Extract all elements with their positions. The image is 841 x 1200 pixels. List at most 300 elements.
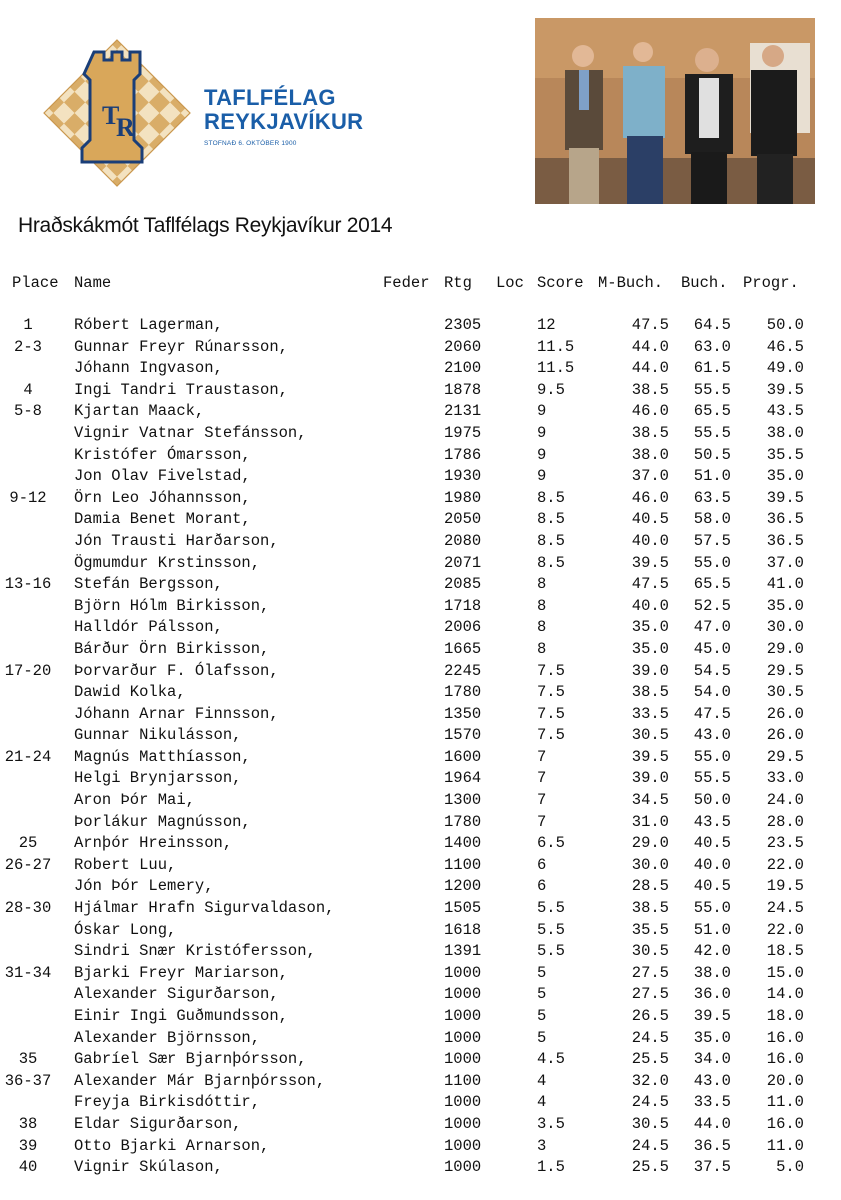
cell-rtg: 2131: [444, 402, 482, 421]
cell-buch: 55.5: [693, 380, 731, 399]
cell-score: 7.5: [537, 661, 565, 680]
cell-progr: 16.0: [766, 1028, 804, 1047]
cell-name: Björn Hólm Birkisson,: [74, 596, 270, 615]
cell-mbuch: 30.5: [631, 1114, 669, 1133]
cell-name: Aron Þór Mai,: [74, 791, 195, 810]
cell-progr: 24.5: [766, 899, 804, 918]
cell-score: 5.5: [537, 899, 565, 918]
cell-score: 4: [537, 1093, 547, 1112]
cell-buch: 47.0: [693, 618, 731, 637]
table-row: [0, 813, 841, 835]
club-name: [204, 86, 363, 147]
cell-score: 6.5: [537, 834, 565, 853]
cell-buch: 38.0: [693, 963, 731, 982]
table-row: [0, 748, 841, 770]
cell-rtg: 1100: [444, 1071, 482, 1090]
cell-score: 7: [537, 769, 547, 788]
col-place: Place: [12, 274, 59, 292]
cell-score: 5: [537, 1028, 547, 1047]
cell-score: 12: [537, 316, 556, 334]
cell-mbuch: 25.5: [631, 1050, 669, 1069]
cell-buch: 51.0: [693, 467, 731, 486]
cell-progr: 11.0: [766, 1136, 804, 1155]
table-row: [0, 489, 841, 511]
table-row: [0, 921, 841, 943]
cell-score: 8.5: [537, 488, 565, 507]
cell-rtg: 2006: [444, 618, 482, 637]
table-row: [0, 1137, 841, 1159]
cell-score: 7.5: [537, 704, 565, 723]
cell-rtg: 1780: [444, 812, 482, 831]
cell-progr: 29.5: [766, 661, 804, 680]
cell-rtg: 2071: [444, 553, 482, 572]
cell-buch: 42.0: [693, 942, 731, 961]
cell-buch: 43.0: [693, 726, 731, 745]
cell-progr: 22.0: [766, 855, 804, 874]
cell-progr: 43.5: [766, 402, 804, 421]
cell-progr: 29.0: [766, 639, 804, 658]
cell-score: 9: [537, 423, 547, 442]
cell-mbuch: 35.0: [631, 618, 669, 637]
cell-score: 5: [537, 1007, 547, 1025]
cell-score: 7.5: [537, 726, 565, 745]
cell-buch: 39.5: [693, 1007, 731, 1025]
cell-score: 11.5: [537, 359, 575, 378]
cell-buch: 40.0: [693, 855, 731, 874]
cell-name: Freyja Birkisdóttir,: [74, 1093, 261, 1112]
table-row: [0, 1115, 841, 1137]
cell-mbuch: 46.0: [631, 488, 669, 507]
table-row: [0, 597, 841, 619]
cell-buch: 58.0: [693, 510, 731, 529]
cell-score: 7.5: [537, 683, 565, 702]
cell-name: Robert Luu,: [74, 855, 177, 874]
table-row: [0, 575, 841, 597]
table-row: [0, 942, 841, 964]
cell-rtg: 1000: [444, 1050, 482, 1069]
table-row: [0, 683, 841, 705]
cell-place: 40: [18, 1158, 38, 1177]
table-row: [0, 1007, 841, 1029]
cell-name: Vignir Vatnar Stefánsson,: [74, 423, 307, 442]
cell-score: 8: [537, 575, 547, 594]
cell-mbuch: 38.0: [631, 445, 669, 464]
table-row: [0, 769, 841, 791]
col-loc: Loc: [496, 274, 524, 292]
table-row: [0, 856, 841, 878]
cell-mbuch: 40.0: [631, 531, 669, 550]
cell-place: 36-37: [4, 1071, 52, 1090]
cell-rtg: 1665: [444, 639, 482, 658]
cell-place: 4: [23, 380, 33, 399]
cell-buch: 65.5: [693, 575, 731, 594]
cell-buch: 43.0: [693, 1071, 731, 1090]
cell-score: 9: [537, 445, 547, 464]
cell-buch: 47.5: [693, 704, 731, 723]
table-row: [0, 1093, 841, 1115]
cell-buch: 55.0: [693, 553, 731, 572]
cell-place: 39: [18, 1136, 38, 1155]
cell-place: 25: [18, 834, 38, 853]
cell-place: 13-16: [4, 575, 52, 594]
table-row: [0, 705, 841, 727]
cell-name: Otto Bjarki Arnarson,: [74, 1136, 270, 1155]
table-row: [0, 899, 841, 921]
cell-name: Einir Ingi Guðmundsson,: [74, 1007, 288, 1025]
cell-progr: 33.0: [766, 769, 804, 788]
cell-buch: 55.0: [693, 899, 731, 918]
cell-buch: 37.5: [693, 1158, 731, 1177]
page-header: [0, 0, 841, 210]
cell-name: Jón Þór Lemery,: [74, 877, 214, 896]
cell-score: 5.5: [537, 942, 565, 961]
table-row: [0, 834, 841, 856]
cell-mbuch: 30.5: [631, 726, 669, 745]
cell-score: 8.5: [537, 510, 565, 529]
cell-score: 9: [537, 402, 547, 421]
table-header: [0, 274, 841, 296]
club-name-line2: REYKJAVÍKUR: [204, 109, 364, 134]
table-row: [0, 554, 841, 576]
cell-name: Örn Leo Jóhannsson,: [74, 488, 251, 507]
cell-name: Dawid Kolka,: [74, 683, 186, 702]
cell-mbuch: 24.5: [631, 1093, 669, 1112]
cell-progr: 35.0: [766, 596, 804, 615]
cell-mbuch: 28.5: [631, 877, 669, 896]
cell-rtg: 1980: [444, 488, 482, 507]
cell-rtg: 1000: [444, 1093, 482, 1112]
cell-rtg: 2085: [444, 575, 482, 594]
cell-name: Stefán Bergsson,: [74, 575, 223, 594]
cell-name: Gabríel Sær Bjarnþórsson,: [74, 1050, 307, 1069]
col-feder: Feder: [383, 274, 430, 292]
cell-mbuch: 27.5: [631, 963, 669, 982]
table-row: [0, 338, 841, 360]
table-row: [0, 1050, 841, 1072]
cell-rtg: 2080: [444, 531, 482, 550]
cell-rtg: 2060: [444, 337, 482, 356]
cell-place: 21-24: [4, 747, 52, 766]
cell-name: Helgi Brynjarsson,: [74, 769, 242, 788]
cell-progr: 15.0: [766, 963, 804, 982]
table-row: [0, 1158, 841, 1180]
cell-place: 9-12: [9, 488, 47, 507]
cell-mbuch: 30.5: [631, 942, 669, 961]
cell-name: Alexander Sigurðarson,: [74, 985, 279, 1004]
cell-progr: 26.0: [766, 704, 804, 723]
page-title: Hraðskákmót Taflfélags Reykjavíkur 2014: [18, 214, 393, 237]
cell-name: Gunnar Freyr Rúnarsson,: [74, 337, 288, 356]
cell-progr: 16.0: [766, 1114, 804, 1133]
logo-letter-t: T: [102, 101, 120, 130]
cell-mbuch: 39.5: [631, 747, 669, 766]
cell-mbuch: 24.5: [631, 1028, 669, 1047]
cell-name: Alexander Már Bjarnþórsson,: [74, 1071, 326, 1090]
cell-score: 8.5: [537, 553, 565, 572]
cell-name: Sindri Snær Kristófersson,: [74, 942, 316, 961]
cell-name: Kjartan Maack,: [74, 402, 205, 421]
cell-rtg: 1975: [444, 423, 482, 442]
cell-place: 35: [18, 1050, 38, 1069]
cell-buch: 57.5: [693, 531, 731, 550]
cell-score: 7: [537, 812, 547, 831]
cell-buch: 40.5: [693, 834, 731, 853]
cell-rtg: 2050: [444, 510, 482, 529]
cell-rtg: 1570: [444, 726, 482, 745]
cell-name: Þorvarður F. Ólafsson,: [74, 661, 279, 680]
cell-place: 38: [18, 1114, 38, 1133]
table-row: [0, 640, 841, 662]
cell-rtg: 1618: [444, 920, 482, 939]
cell-progr: 30.5: [766, 683, 804, 702]
cell-rtg: 1000: [444, 1007, 482, 1025]
cell-name: Jóhann Arnar Finnsson,: [74, 704, 279, 723]
cell-score: 6: [537, 855, 547, 874]
cell-rtg: 1300: [444, 791, 482, 810]
cell-score: 5.5: [537, 920, 565, 939]
cell-name: Damia Benet Morant,: [74, 510, 251, 529]
club-founded: STOFNAÐ 6. OKTÓBER 1900: [204, 140, 297, 147]
col-score: Score: [537, 274, 584, 292]
cell-progr: 16.0: [766, 1050, 804, 1069]
cell-name: Bjarki Freyr Mariarson,: [74, 963, 288, 982]
cell-buch: 50.5: [693, 445, 731, 464]
cell-score: 6: [537, 877, 547, 896]
cell-rtg: 1200: [444, 877, 482, 896]
table-row: [0, 877, 841, 899]
cell-buch: 63.0: [693, 337, 731, 356]
cell-mbuch: 44.0: [631, 337, 669, 356]
cell-name: Ingi Tandri Traustason,: [74, 380, 288, 399]
cell-name: Óskar Long,: [74, 920, 177, 939]
col-name: Name: [74, 274, 112, 292]
table-row: [0, 662, 841, 684]
cell-mbuch: 35.0: [631, 639, 669, 658]
cell-buch: 54.5: [693, 661, 731, 680]
table-row: [0, 424, 841, 446]
cell-name: Halldór Pálsson,: [74, 618, 223, 637]
table-row: [0, 316, 841, 338]
cell-score: 7: [537, 791, 547, 810]
cell-name: Hjálmar Hrafn Sigurvaldason,: [74, 899, 335, 918]
cell-rtg: 1400: [444, 834, 482, 853]
cell-buch: 55.0: [693, 747, 731, 766]
cell-name: Jóhann Ingvason,: [74, 359, 223, 378]
cell-rtg: 1718: [444, 596, 482, 615]
cell-progr: 46.5: [766, 337, 804, 356]
cell-buch: 35.0: [693, 1028, 731, 1047]
cell-progr: 41.0: [766, 575, 804, 594]
cell-mbuch: 37.0: [631, 467, 669, 486]
col-mbuch: M-Buch.: [598, 274, 664, 292]
cell-progr: 29.5: [766, 747, 804, 766]
cell-rtg: 1000: [444, 1028, 482, 1047]
cell-name: Magnús Matthíasson,: [74, 747, 251, 766]
club-logo: [42, 38, 192, 188]
cell-progr: 22.0: [766, 920, 804, 939]
cell-score: 9.5: [537, 380, 565, 399]
cell-score: 4: [537, 1071, 547, 1090]
cell-mbuch: 27.5: [631, 985, 669, 1004]
cell-name: Jon Olav Fivelstad,: [74, 467, 251, 486]
cell-progr: 18.5: [766, 942, 804, 961]
cell-name: Bárður Örn Birkisson,: [74, 639, 270, 658]
cell-mbuch: 38.5: [631, 683, 669, 702]
cell-progr: 5.0: [776, 1158, 804, 1177]
cell-rtg: 1505: [444, 899, 482, 918]
cell-buch: 33.5: [693, 1093, 731, 1112]
cell-rtg: 1000: [444, 1158, 482, 1177]
table-row: [0, 964, 841, 986]
cell-buch: 65.5: [693, 402, 731, 421]
cell-progr: 11.0: [766, 1093, 804, 1112]
logo-letter-r: R: [116, 113, 135, 142]
table-row: [0, 359, 841, 381]
cell-buch: 63.5: [693, 488, 731, 507]
cell-buch: 40.5: [693, 877, 731, 896]
cell-mbuch: 32.0: [631, 1071, 669, 1090]
cell-progr: 35.0: [766, 467, 804, 486]
cell-rtg: 1878: [444, 380, 482, 399]
cell-name: Arnþór Hreinsson,: [74, 834, 233, 853]
cell-mbuch: 38.5: [631, 380, 669, 399]
table-row: [0, 791, 841, 813]
cell-score: 8.5: [537, 531, 565, 550]
cell-progr: 14.0: [766, 985, 804, 1004]
cell-place: 26-27: [4, 855, 52, 874]
cell-name: Jón Trausti Harðarson,: [74, 531, 279, 550]
cell-progr: 37.0: [766, 553, 804, 572]
cell-place: 5-8: [14, 402, 42, 421]
cell-rtg: 1786: [444, 445, 482, 464]
cell-mbuch: 26.5: [631, 1007, 669, 1025]
cell-name: Róbert Lagerman,: [74, 316, 223, 334]
cell-buch: 51.0: [693, 920, 731, 939]
table-row: [0, 985, 841, 1007]
cell-mbuch: 40.0: [631, 596, 669, 615]
table-row: [0, 510, 841, 532]
table-row: [0, 381, 841, 403]
table-row: [0, 1029, 841, 1051]
cell-buch: 36.5: [693, 1136, 731, 1155]
cell-progr: 39.5: [766, 380, 804, 399]
cell-mbuch: 24.5: [631, 1136, 669, 1155]
cell-mbuch: 33.5: [631, 704, 669, 723]
cell-buch: 54.0: [693, 683, 731, 702]
col-buch: Buch.: [681, 274, 728, 292]
cell-rtg: 1000: [444, 963, 482, 982]
cell-score: 5: [537, 963, 547, 982]
cell-score: 1.5: [537, 1158, 565, 1177]
cell-name: Kristófer Ómarsson,: [74, 445, 251, 464]
cell-mbuch: 39.5: [631, 553, 669, 572]
cell-place: 17-20: [4, 661, 52, 680]
cell-buch: 61.5: [693, 359, 731, 378]
cell-progr: 24.0: [766, 791, 804, 810]
cell-score: 4.5: [537, 1050, 565, 1069]
cell-score: 8: [537, 618, 547, 637]
cell-rtg: 1000: [444, 1114, 482, 1133]
col-progr: Progr.: [743, 274, 799, 292]
cell-rtg: 1964: [444, 769, 482, 788]
cell-progr: 49.0: [766, 359, 804, 378]
cell-score: 8: [537, 639, 547, 658]
cell-place: 31-34: [4, 963, 52, 982]
cell-mbuch: 39.0: [631, 661, 669, 680]
col-rtg: Rtg: [444, 274, 472, 292]
cell-buch: 55.5: [693, 423, 731, 442]
cell-mbuch: 39.0: [631, 769, 669, 788]
cell-progr: 38.0: [766, 423, 804, 442]
cell-name: Ögmumdur Krstinsson,: [74, 553, 261, 572]
cell-buch: 43.5: [693, 812, 731, 831]
cell-score: 7: [537, 747, 547, 766]
cell-rtg: 1600: [444, 747, 482, 766]
cell-name: Eldar Sigurðarson,: [74, 1114, 242, 1133]
cell-rtg: 2245: [444, 661, 482, 680]
cell-mbuch: 38.5: [631, 899, 669, 918]
cell-progr: 23.5: [766, 834, 804, 853]
cell-mbuch: 34.5: [631, 791, 669, 810]
cell-progr: 19.5: [766, 877, 804, 896]
cell-name: Þorlákur Magnússon,: [74, 812, 251, 831]
cell-buch: 64.5: [693, 316, 731, 334]
cell-mbuch: 30.0: [631, 855, 669, 874]
cell-mbuch: 47.5: [631, 575, 669, 594]
cell-mbuch: 44.0: [631, 359, 669, 378]
cell-rtg: 1780: [444, 683, 482, 702]
cell-rtg: 1350: [444, 704, 482, 723]
table-row: [0, 1072, 841, 1094]
table-row: [0, 618, 841, 640]
cell-progr: 35.5: [766, 445, 804, 464]
cell-score: 3.5: [537, 1114, 565, 1133]
cell-mbuch: 46.0: [631, 402, 669, 421]
cell-mbuch: 47.5: [631, 316, 669, 334]
cell-progr: 20.0: [766, 1071, 804, 1090]
cell-buch: 52.5: [693, 596, 731, 615]
cell-buch: 34.0: [693, 1050, 731, 1069]
cell-score: 3: [537, 1136, 547, 1155]
cell-buch: 36.0: [693, 985, 731, 1004]
cell-buch: 44.0: [693, 1114, 731, 1133]
table-body: [0, 316, 841, 1180]
cell-buch: 55.5: [693, 769, 731, 788]
table-row: [0, 726, 841, 748]
cell-place: 28-30: [4, 899, 52, 918]
cell-progr: 36.5: [766, 531, 804, 550]
table-row: [0, 467, 841, 489]
cell-progr: 39.5: [766, 488, 804, 507]
cell-mbuch: 25.5: [631, 1158, 669, 1177]
cell-buch: 50.0: [693, 791, 731, 810]
cell-buch: 45.0: [693, 639, 731, 658]
cell-name: Gunnar Nikulásson,: [74, 726, 242, 745]
cell-progr: 18.0: [766, 1007, 804, 1025]
cell-rtg: 1000: [444, 985, 482, 1004]
winners-photo: [535, 18, 815, 204]
cell-mbuch: 40.5: [631, 510, 669, 529]
cell-progr: 28.0: [766, 812, 804, 831]
cell-mbuch: 29.0: [631, 834, 669, 853]
cell-score: 5: [537, 985, 547, 1004]
cell-progr: 26.0: [766, 726, 804, 745]
cell-progr: 50.0: [766, 316, 804, 334]
cell-name: Alexander Björnsson,: [74, 1028, 261, 1047]
cell-progr: 30.0: [766, 618, 804, 637]
cell-rtg: 1930: [444, 467, 482, 486]
cell-progr: 36.5: [766, 510, 804, 529]
